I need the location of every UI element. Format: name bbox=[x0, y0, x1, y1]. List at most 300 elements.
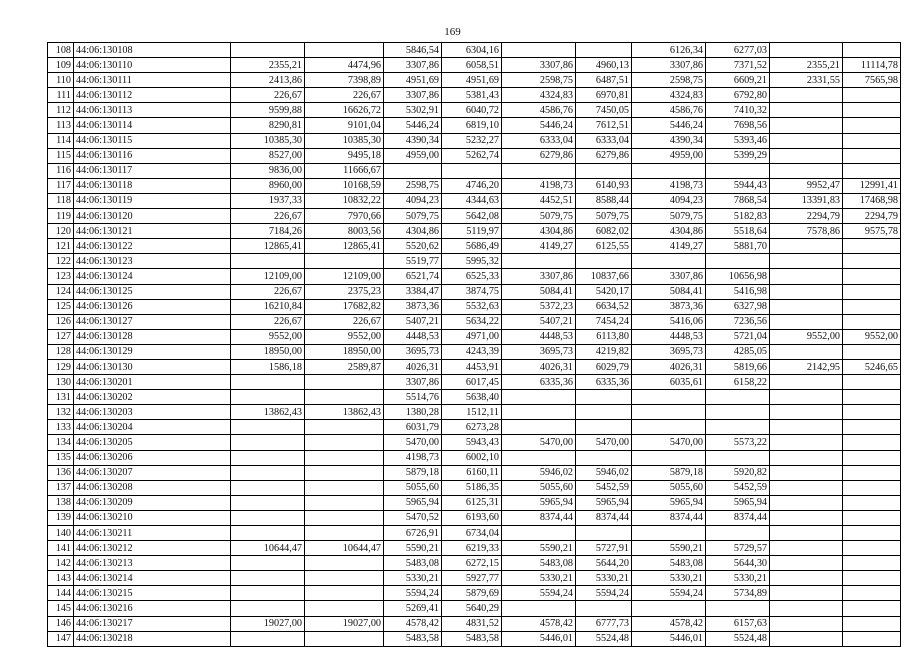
value-col-9-cell bbox=[770, 420, 843, 435]
value-col-5-cell: 5079,75 bbox=[502, 209, 576, 224]
value-col-2-cell bbox=[305, 556, 384, 571]
value-col-2-cell bbox=[305, 526, 384, 541]
value-col-7-cell: 4578,42 bbox=[632, 616, 706, 631]
table-row bbox=[48, 390, 901, 405]
value-col-3-cell: 4951,69 bbox=[384, 73, 442, 88]
value-col-5-cell: 4304,86 bbox=[502, 224, 576, 239]
row-number-cell: 130 bbox=[48, 375, 74, 390]
value-col-10-cell bbox=[843, 526, 901, 541]
value-col-2-cell: 9495,18 bbox=[305, 148, 384, 163]
cadastral-number-cell: 44:06:130214 bbox=[74, 571, 231, 586]
value-col-9-cell bbox=[770, 556, 843, 571]
value-col-3-cell: 3384,47 bbox=[384, 284, 442, 299]
row-number-cell: 134 bbox=[48, 435, 74, 450]
value-col-10-cell: 2294,79 bbox=[843, 209, 901, 224]
value-col-7-cell: 4390,34 bbox=[632, 133, 706, 148]
value-col-2-cell: 17682,82 bbox=[305, 299, 384, 314]
value-col-3-cell: 5079,75 bbox=[384, 209, 442, 224]
value-col-9-cell bbox=[770, 616, 843, 631]
value-col-1-cell bbox=[231, 510, 305, 525]
value-col-10-cell bbox=[843, 118, 901, 133]
table-row bbox=[48, 556, 901, 571]
row-number-cell: 140 bbox=[48, 526, 74, 541]
value-col-2-cell: 4474,96 bbox=[305, 58, 384, 73]
value-col-7-cell: 5079,75 bbox=[632, 209, 706, 224]
cadastral-number-cell: 44:06:130216 bbox=[74, 601, 231, 616]
value-col-8-cell bbox=[706, 420, 770, 435]
value-col-2-cell: 226,67 bbox=[305, 88, 384, 103]
value-col-6-cell: 6082,02 bbox=[576, 224, 632, 239]
value-col-9-cell: 2355,21 bbox=[770, 58, 843, 73]
value-col-8-cell: 6158,22 bbox=[706, 375, 770, 390]
table-row bbox=[48, 344, 901, 359]
value-col-9-cell bbox=[770, 541, 843, 556]
table-row bbox=[48, 450, 901, 465]
value-col-3-cell: 5520,62 bbox=[384, 239, 442, 254]
row-number-cell: 143 bbox=[48, 571, 74, 586]
value-col-3-cell: 5470,00 bbox=[384, 435, 442, 450]
cadastral-number-cell: 44:06:130202 bbox=[74, 390, 231, 405]
row-number-cell: 123 bbox=[48, 269, 74, 284]
value-col-8-cell: 5644,30 bbox=[706, 556, 770, 571]
value-col-4-cell: 6219,33 bbox=[442, 541, 502, 556]
table-row bbox=[48, 163, 901, 178]
value-col-4-cell: 5642,08 bbox=[442, 209, 502, 224]
row-number-cell: 117 bbox=[48, 178, 74, 193]
value-col-3-cell: 6031,79 bbox=[384, 420, 442, 435]
page-number: 169 bbox=[444, 26, 461, 38]
value-col-8-cell: 5330,21 bbox=[706, 571, 770, 586]
value-col-10-cell: 5246,65 bbox=[843, 359, 901, 374]
value-col-9-cell: 13391,83 bbox=[770, 193, 843, 208]
value-col-3-cell: 3307,86 bbox=[384, 58, 442, 73]
value-col-8-cell: 7868,54 bbox=[706, 193, 770, 208]
row-number-cell: 136 bbox=[48, 465, 74, 480]
table-row bbox=[48, 435, 901, 450]
value-col-4-cell: 6819,10 bbox=[442, 118, 502, 133]
value-col-5-cell: 5055,60 bbox=[502, 480, 576, 495]
value-col-6-cell: 4219,82 bbox=[576, 344, 632, 359]
value-col-1-cell bbox=[231, 43, 305, 58]
row-number-cell: 121 bbox=[48, 239, 74, 254]
value-col-7-cell: 3307,86 bbox=[632, 269, 706, 284]
value-col-3-cell: 6726,91 bbox=[384, 526, 442, 541]
value-col-7-cell: 4304,86 bbox=[632, 224, 706, 239]
value-col-3-cell: 4094,23 bbox=[384, 193, 442, 208]
row-number-cell: 119 bbox=[48, 209, 74, 224]
value-col-7-cell: 3695,73 bbox=[632, 344, 706, 359]
cadastral-number-cell: 44:06:130204 bbox=[74, 420, 231, 435]
value-col-4-cell: 6017,45 bbox=[442, 375, 502, 390]
value-col-9-cell bbox=[770, 601, 843, 616]
value-col-10-cell bbox=[843, 631, 901, 646]
value-col-9-cell: 2294,79 bbox=[770, 209, 843, 224]
value-col-5-cell bbox=[502, 43, 576, 58]
value-col-3-cell: 3873,36 bbox=[384, 299, 442, 314]
value-col-10-cell bbox=[843, 450, 901, 465]
value-col-9-cell bbox=[770, 314, 843, 329]
value-col-7-cell: 5055,60 bbox=[632, 480, 706, 495]
value-col-6-cell bbox=[576, 601, 632, 616]
value-col-3-cell: 4959,00 bbox=[384, 148, 442, 163]
value-col-6-cell: 6279,86 bbox=[576, 148, 632, 163]
value-col-8-cell: 5734,89 bbox=[706, 586, 770, 601]
value-col-2-cell: 10168,59 bbox=[305, 178, 384, 193]
value-col-4-cell: 4831,52 bbox=[442, 616, 502, 631]
value-col-2-cell: 2589,87 bbox=[305, 359, 384, 374]
value-col-10-cell bbox=[843, 299, 901, 314]
value-col-3-cell: 5055,60 bbox=[384, 480, 442, 495]
value-col-3-cell: 4026,31 bbox=[384, 359, 442, 374]
value-col-10-cell bbox=[843, 284, 901, 299]
value-col-1-cell: 16210,84 bbox=[231, 299, 305, 314]
row-number-cell: 112 bbox=[48, 103, 74, 118]
value-col-1-cell: 226,67 bbox=[231, 284, 305, 299]
value-col-5-cell: 6279,86 bbox=[502, 148, 576, 163]
value-col-9-cell bbox=[770, 254, 843, 269]
value-col-5-cell: 5372,23 bbox=[502, 299, 576, 314]
value-col-1-cell bbox=[231, 571, 305, 586]
value-col-9-cell bbox=[770, 88, 843, 103]
value-col-6-cell: 6113,80 bbox=[576, 329, 632, 344]
value-col-9-cell bbox=[770, 344, 843, 359]
value-col-10-cell bbox=[843, 510, 901, 525]
row-number-cell: 137 bbox=[48, 480, 74, 495]
value-col-4-cell: 5879,69 bbox=[442, 586, 502, 601]
value-col-1-cell: 9552,00 bbox=[231, 329, 305, 344]
value-col-4-cell: 5686,49 bbox=[442, 239, 502, 254]
row-number-cell: 131 bbox=[48, 390, 74, 405]
value-col-6-cell bbox=[576, 405, 632, 420]
row-number-cell: 118 bbox=[48, 193, 74, 208]
value-col-4-cell: 6125,31 bbox=[442, 495, 502, 510]
value-col-1-cell bbox=[231, 450, 305, 465]
value-col-2-cell: 7970,66 bbox=[305, 209, 384, 224]
cadastral-number-cell: 44:06:130117 bbox=[74, 163, 231, 178]
value-col-4-cell: 6304,16 bbox=[442, 43, 502, 58]
value-col-10-cell bbox=[843, 239, 901, 254]
value-col-1-cell: 7184,26 bbox=[231, 224, 305, 239]
value-col-3-cell: 4448,53 bbox=[384, 329, 442, 344]
value-col-9-cell bbox=[770, 103, 843, 118]
value-col-8-cell: 6157,63 bbox=[706, 616, 770, 631]
row-number-cell: 129 bbox=[48, 359, 74, 374]
cadastral-number-cell: 44:06:130116 bbox=[74, 148, 231, 163]
cadastral-number-cell: 44:06:130209 bbox=[74, 495, 231, 510]
value-col-5-cell: 5446,01 bbox=[502, 631, 576, 646]
value-col-7-cell: 3307,86 bbox=[632, 58, 706, 73]
value-col-9-cell bbox=[770, 435, 843, 450]
value-col-8-cell: 7410,32 bbox=[706, 103, 770, 118]
value-col-6-cell: 8588,44 bbox=[576, 193, 632, 208]
value-col-3-cell bbox=[384, 163, 442, 178]
value-col-5-cell bbox=[502, 450, 576, 465]
value-col-9-cell bbox=[770, 586, 843, 601]
value-col-1-cell: 9836,00 bbox=[231, 163, 305, 178]
value-col-6-cell: 7612,51 bbox=[576, 118, 632, 133]
value-col-1-cell: 2355,21 bbox=[231, 58, 305, 73]
value-col-9-cell bbox=[770, 375, 843, 390]
value-col-7-cell: 5446,01 bbox=[632, 631, 706, 646]
value-col-7-cell bbox=[632, 254, 706, 269]
value-col-3-cell: 5483,08 bbox=[384, 556, 442, 571]
value-col-1-cell: 13862,43 bbox=[231, 405, 305, 420]
value-col-9-cell bbox=[770, 269, 843, 284]
value-col-8-cell: 5399,29 bbox=[706, 148, 770, 163]
value-col-10-cell bbox=[843, 601, 901, 616]
value-col-8-cell: 5819,66 bbox=[706, 359, 770, 374]
value-col-1-cell: 10644,47 bbox=[231, 541, 305, 556]
value-col-9-cell bbox=[770, 118, 843, 133]
cadastral-number-cell: 44:06:130127 bbox=[74, 314, 231, 329]
table-row bbox=[48, 329, 901, 344]
value-col-8-cell bbox=[706, 526, 770, 541]
value-col-6-cell: 5594,24 bbox=[576, 586, 632, 601]
table-row bbox=[48, 586, 901, 601]
value-col-6-cell bbox=[576, 450, 632, 465]
cadastral-number-cell: 44:06:130211 bbox=[74, 526, 231, 541]
value-col-10-cell bbox=[843, 163, 901, 178]
value-col-6-cell: 5644,20 bbox=[576, 556, 632, 571]
value-col-6-cell bbox=[576, 526, 632, 541]
value-col-6-cell: 5330,21 bbox=[576, 571, 632, 586]
cadastral-number-cell: 44:06:130203 bbox=[74, 405, 231, 420]
value-col-8-cell: 7371,52 bbox=[706, 58, 770, 73]
table-row bbox=[48, 510, 901, 525]
value-col-8-cell: 5416,98 bbox=[706, 284, 770, 299]
cadastral-number-cell: 44:06:130218 bbox=[74, 631, 231, 646]
value-col-8-cell: 5729,57 bbox=[706, 541, 770, 556]
value-col-3-cell: 5590,21 bbox=[384, 541, 442, 556]
table-row bbox=[48, 359, 901, 374]
cadastral-number-cell: 44:06:130119 bbox=[74, 193, 231, 208]
value-col-5-cell: 8374,44 bbox=[502, 510, 576, 525]
table-row bbox=[48, 133, 901, 148]
row-number-cell: 135 bbox=[48, 450, 74, 465]
value-col-4-cell: 6160,11 bbox=[442, 465, 502, 480]
value-col-8-cell bbox=[706, 405, 770, 420]
value-col-9-cell bbox=[770, 163, 843, 178]
value-col-1-cell: 226,67 bbox=[231, 88, 305, 103]
value-col-8-cell: 5573,22 bbox=[706, 435, 770, 450]
value-col-7-cell: 6035,61 bbox=[632, 375, 706, 390]
row-number-cell: 141 bbox=[48, 541, 74, 556]
value-col-2-cell bbox=[305, 420, 384, 435]
value-col-3-cell: 5965,94 bbox=[384, 495, 442, 510]
value-col-1-cell bbox=[231, 390, 305, 405]
row-number-cell: 142 bbox=[48, 556, 74, 571]
value-col-2-cell: 9101,04 bbox=[305, 118, 384, 133]
table-row bbox=[48, 480, 901, 495]
value-col-8-cell: 5881,70 bbox=[706, 239, 770, 254]
value-col-2-cell: 19027,00 bbox=[305, 616, 384, 631]
value-col-7-cell: 5330,21 bbox=[632, 571, 706, 586]
value-col-4-cell: 5638,40 bbox=[442, 390, 502, 405]
cadastral-number-cell: 44:06:130121 bbox=[74, 224, 231, 239]
value-col-10-cell bbox=[843, 480, 901, 495]
row-number-cell: 146 bbox=[48, 616, 74, 631]
table-row bbox=[48, 209, 901, 224]
value-col-9-cell: 9952,47 bbox=[770, 178, 843, 193]
value-col-4-cell: 4951,69 bbox=[442, 73, 502, 88]
value-col-9-cell bbox=[770, 571, 843, 586]
value-col-4-cell: 4243,39 bbox=[442, 344, 502, 359]
cadastral-number-cell: 44:06:130208 bbox=[74, 480, 231, 495]
value-col-1-cell: 226,67 bbox=[231, 314, 305, 329]
cadastral-number-cell: 44:06:130108 bbox=[74, 43, 231, 58]
value-col-3-cell: 4578,42 bbox=[384, 616, 442, 631]
row-number-cell: 124 bbox=[48, 284, 74, 299]
value-col-3-cell: 5483,58 bbox=[384, 631, 442, 646]
row-number-cell: 115 bbox=[48, 148, 74, 163]
value-col-3-cell: 5407,21 bbox=[384, 314, 442, 329]
value-col-9-cell: 9552,00 bbox=[770, 329, 843, 344]
value-col-2-cell: 8003,56 bbox=[305, 224, 384, 239]
value-col-5-cell bbox=[502, 163, 576, 178]
value-col-10-cell bbox=[843, 420, 901, 435]
value-col-3-cell: 5269,41 bbox=[384, 601, 442, 616]
value-col-6-cell: 6487,51 bbox=[576, 73, 632, 88]
value-col-10-cell: 7565,98 bbox=[843, 73, 901, 88]
value-col-2-cell: 10832,22 bbox=[305, 193, 384, 208]
value-col-2-cell: 2375,23 bbox=[305, 284, 384, 299]
value-col-9-cell bbox=[770, 148, 843, 163]
cadastral-number-cell: 44:06:130128 bbox=[74, 329, 231, 344]
value-col-5-cell: 4324,83 bbox=[502, 88, 576, 103]
value-col-6-cell: 5965,94 bbox=[576, 495, 632, 510]
value-col-5-cell: 4149,27 bbox=[502, 239, 576, 254]
table-row bbox=[48, 541, 901, 556]
value-col-3-cell: 6521,74 bbox=[384, 269, 442, 284]
table-body bbox=[48, 43, 901, 647]
value-col-9-cell bbox=[770, 284, 843, 299]
value-col-5-cell: 5084,41 bbox=[502, 284, 576, 299]
value-col-7-cell: 4149,27 bbox=[632, 239, 706, 254]
value-col-8-cell: 4285,05 bbox=[706, 344, 770, 359]
value-col-2-cell: 10385,30 bbox=[305, 133, 384, 148]
value-col-4-cell: 5927,77 bbox=[442, 571, 502, 586]
value-col-2-cell bbox=[305, 571, 384, 586]
value-col-3-cell: 5519,77 bbox=[384, 254, 442, 269]
table-row bbox=[48, 375, 901, 390]
cadastral-number-cell: 44:06:130111 bbox=[74, 73, 231, 88]
table-row bbox=[48, 284, 901, 299]
value-col-5-cell: 4586,76 bbox=[502, 103, 576, 118]
value-col-6-cell bbox=[576, 254, 632, 269]
value-col-2-cell bbox=[305, 631, 384, 646]
value-col-10-cell bbox=[843, 435, 901, 450]
row-number-cell: 127 bbox=[48, 329, 74, 344]
cadastral-number-cell: 44:06:130201 bbox=[74, 375, 231, 390]
value-col-3-cell: 5514,76 bbox=[384, 390, 442, 405]
value-col-8-cell bbox=[706, 163, 770, 178]
value-col-10-cell bbox=[843, 390, 901, 405]
value-col-2-cell bbox=[305, 510, 384, 525]
value-col-10-cell bbox=[843, 133, 901, 148]
value-col-6-cell: 4960,13 bbox=[576, 58, 632, 73]
value-col-7-cell: 4324,83 bbox=[632, 88, 706, 103]
row-number-cell: 109 bbox=[48, 58, 74, 73]
value-col-5-cell: 5407,21 bbox=[502, 314, 576, 329]
row-number-cell: 144 bbox=[48, 586, 74, 601]
row-number-cell: 122 bbox=[48, 254, 74, 269]
value-col-3-cell: 2598,75 bbox=[384, 178, 442, 193]
value-col-6-cell bbox=[576, 420, 632, 435]
cadastral-number-cell: 44:06:130205 bbox=[74, 435, 231, 450]
value-col-2-cell: 16626,72 bbox=[305, 103, 384, 118]
value-col-2-cell bbox=[305, 465, 384, 480]
value-col-10-cell: 9575,78 bbox=[843, 224, 901, 239]
value-col-10-cell: 9552,00 bbox=[843, 329, 901, 344]
value-col-4-cell: 5186,35 bbox=[442, 480, 502, 495]
value-col-5-cell: 5590,21 bbox=[502, 541, 576, 556]
value-col-5-cell: 5965,94 bbox=[502, 495, 576, 510]
value-col-6-cell: 7454,24 bbox=[576, 314, 632, 329]
value-col-3-cell: 5330,21 bbox=[384, 571, 442, 586]
value-col-4-cell: 4746,20 bbox=[442, 178, 502, 193]
value-col-10-cell bbox=[843, 344, 901, 359]
cadastral-values-table bbox=[47, 42, 901, 647]
value-col-2-cell: 7398,89 bbox=[305, 73, 384, 88]
value-col-1-cell bbox=[231, 480, 305, 495]
value-col-9-cell bbox=[770, 495, 843, 510]
value-col-3-cell: 1380,28 bbox=[384, 405, 442, 420]
value-col-2-cell: 11666,67 bbox=[305, 163, 384, 178]
value-col-6-cell: 5524,48 bbox=[576, 631, 632, 646]
value-col-5-cell: 4452,51 bbox=[502, 193, 576, 208]
value-col-4-cell: 5381,43 bbox=[442, 88, 502, 103]
value-col-8-cell bbox=[706, 254, 770, 269]
value-col-7-cell bbox=[632, 163, 706, 178]
value-col-10-cell: 12991,41 bbox=[843, 178, 901, 193]
row-number-cell: 126 bbox=[48, 314, 74, 329]
value-col-4-cell: 5232,27 bbox=[442, 133, 502, 148]
value-col-10-cell bbox=[843, 43, 901, 58]
value-col-5-cell: 5483,08 bbox=[502, 556, 576, 571]
value-col-1-cell bbox=[231, 254, 305, 269]
value-col-8-cell: 5182,83 bbox=[706, 209, 770, 224]
value-col-8-cell: 5965,94 bbox=[706, 495, 770, 510]
value-col-3-cell: 5879,18 bbox=[384, 465, 442, 480]
value-col-1-cell bbox=[231, 586, 305, 601]
value-col-9-cell bbox=[770, 526, 843, 541]
value-col-10-cell bbox=[843, 465, 901, 480]
value-col-7-cell: 5590,21 bbox=[632, 541, 706, 556]
row-number-cell: 133 bbox=[48, 420, 74, 435]
table-row bbox=[48, 405, 901, 420]
table-row bbox=[48, 420, 901, 435]
value-col-4-cell: 4453,91 bbox=[442, 359, 502, 374]
row-number-cell: 139 bbox=[48, 510, 74, 525]
cadastral-number-cell: 44:06:130207 bbox=[74, 465, 231, 480]
table-row bbox=[48, 299, 901, 314]
value-col-8-cell: 6277,03 bbox=[706, 43, 770, 58]
value-col-1-cell bbox=[231, 631, 305, 646]
cadastral-number-cell: 44:06:130124 bbox=[74, 269, 231, 284]
table-row bbox=[48, 58, 901, 73]
row-number-cell: 114 bbox=[48, 133, 74, 148]
value-col-1-cell bbox=[231, 420, 305, 435]
value-col-4-cell: 6040,72 bbox=[442, 103, 502, 118]
value-col-8-cell bbox=[706, 450, 770, 465]
value-col-1-cell: 8960,00 bbox=[231, 178, 305, 193]
value-col-7-cell: 4586,76 bbox=[632, 103, 706, 118]
value-col-2-cell bbox=[305, 586, 384, 601]
value-col-7-cell: 5470,00 bbox=[632, 435, 706, 450]
value-col-8-cell: 7698,56 bbox=[706, 118, 770, 133]
value-col-8-cell: 5524,48 bbox=[706, 631, 770, 646]
cadastral-number-cell: 44:06:130206 bbox=[74, 450, 231, 465]
